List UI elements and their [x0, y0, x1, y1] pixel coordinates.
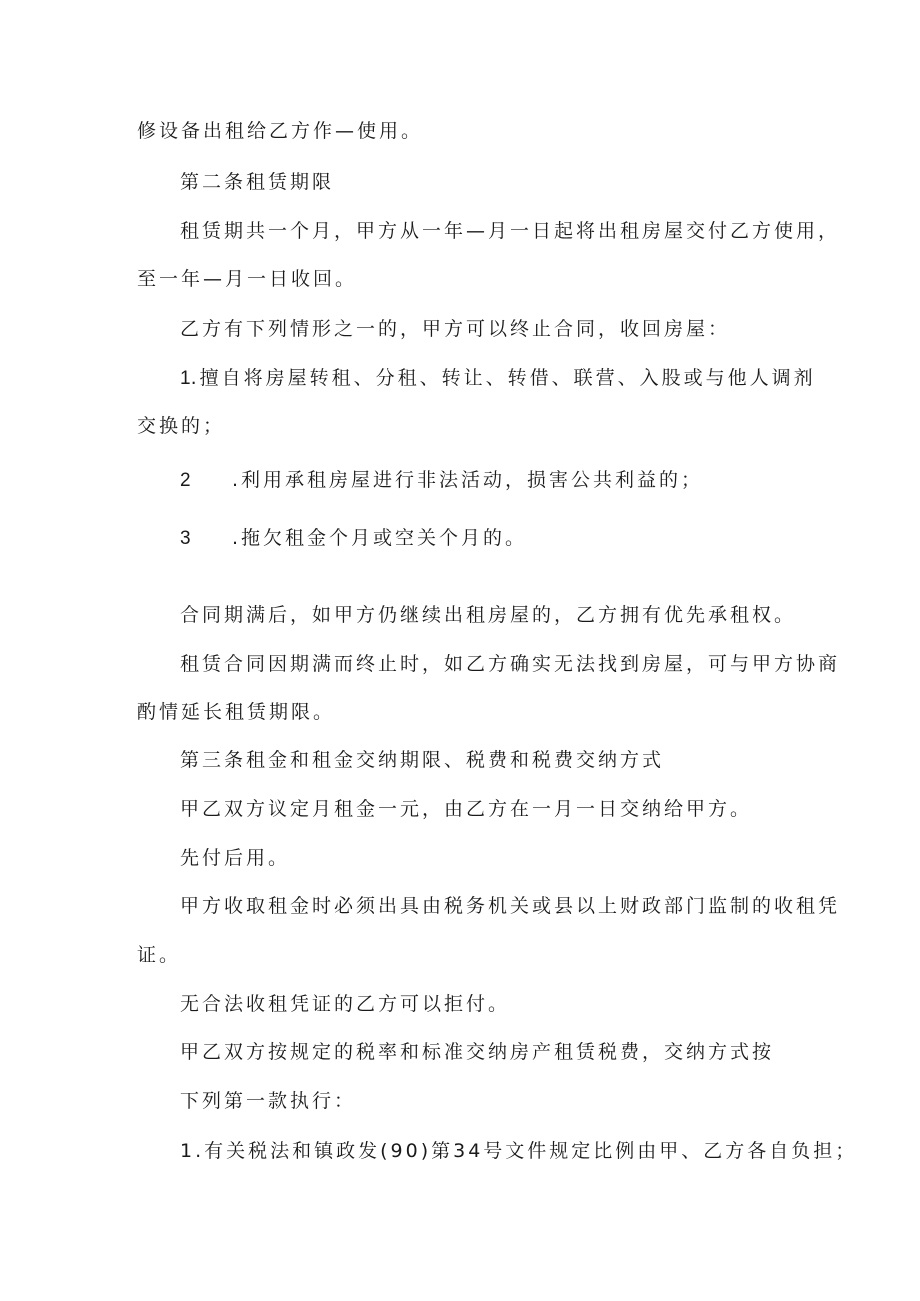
- list-item-1: 1.有关税法和镇政发(90)第34号文件规定比例由甲、乙方各自负担；: [180, 1140, 858, 1162]
- section-heading: 第三条租金和租金交纳期限、税费和税费交纳方式: [180, 749, 665, 771]
- paragraph-line: 合同期满后，如甲方仍继续出租房屋的，乙方拥有优先承租权。: [180, 604, 797, 626]
- list-item-2: [180, 468, 703, 493]
- paragraph-line: 乙方有下列情形之一的，甲方可以终止合同，收回房屋：: [180, 318, 731, 340]
- paragraph-line: 交换的；: [137, 415, 226, 437]
- paragraph-line: 甲方收取租金时必须出具由税务机关或县以上财政部门监制的收租凭: [180, 895, 841, 917]
- paragraph-line: 先付后用。: [180, 847, 291, 869]
- list-text: .利用承租房屋进行非法活动，损害公共利益的；: [232, 469, 704, 491]
- section-heading: 第二条租赁期限: [180, 171, 335, 193]
- list-text: .拖欠租金个月或空关个月的。: [232, 527, 528, 549]
- paragraph-line: 甲乙双方按规定的税率和标准交纳房产租赁税费，交纳方式按: [180, 1041, 775, 1063]
- paragraph-line: 至一年—月一日收回。: [137, 268, 358, 290]
- paragraph-line: 无合法收租凭证的乙方可以拒付。: [180, 993, 511, 1015]
- paragraph-line: 租赁合同因期满而终止时，如乙方确实无法找到房屋，可与甲方协商: [180, 653, 841, 675]
- list-item-1: [180, 366, 816, 391]
- list-number: 3: [180, 528, 191, 549]
- paragraph-line: 甲乙双方议定月租金一元，由乙方在一月一日交纳给甲方。: [180, 798, 753, 820]
- list-number: 2: [180, 470, 191, 491]
- paragraph-line: 租赁期共一个月，甲方从一年—月一日起将出租房屋交付乙方使用，: [180, 220, 841, 242]
- paragraph-line: 证。: [137, 944, 182, 966]
- list-item-3: [180, 526, 527, 551]
- paragraph-line: 酌情延长租赁期限。: [137, 701, 336, 723]
- paragraph-line: 下列第一款执行：: [180, 1090, 357, 1112]
- list-number: 1: [180, 368, 191, 389]
- paragraph-line: 修设备出租给乙方作—使用。: [137, 120, 424, 142]
- list-text: .擅自将房屋转租、分租、转让、转借、联营、入股或与他人调剂: [190, 367, 816, 389]
